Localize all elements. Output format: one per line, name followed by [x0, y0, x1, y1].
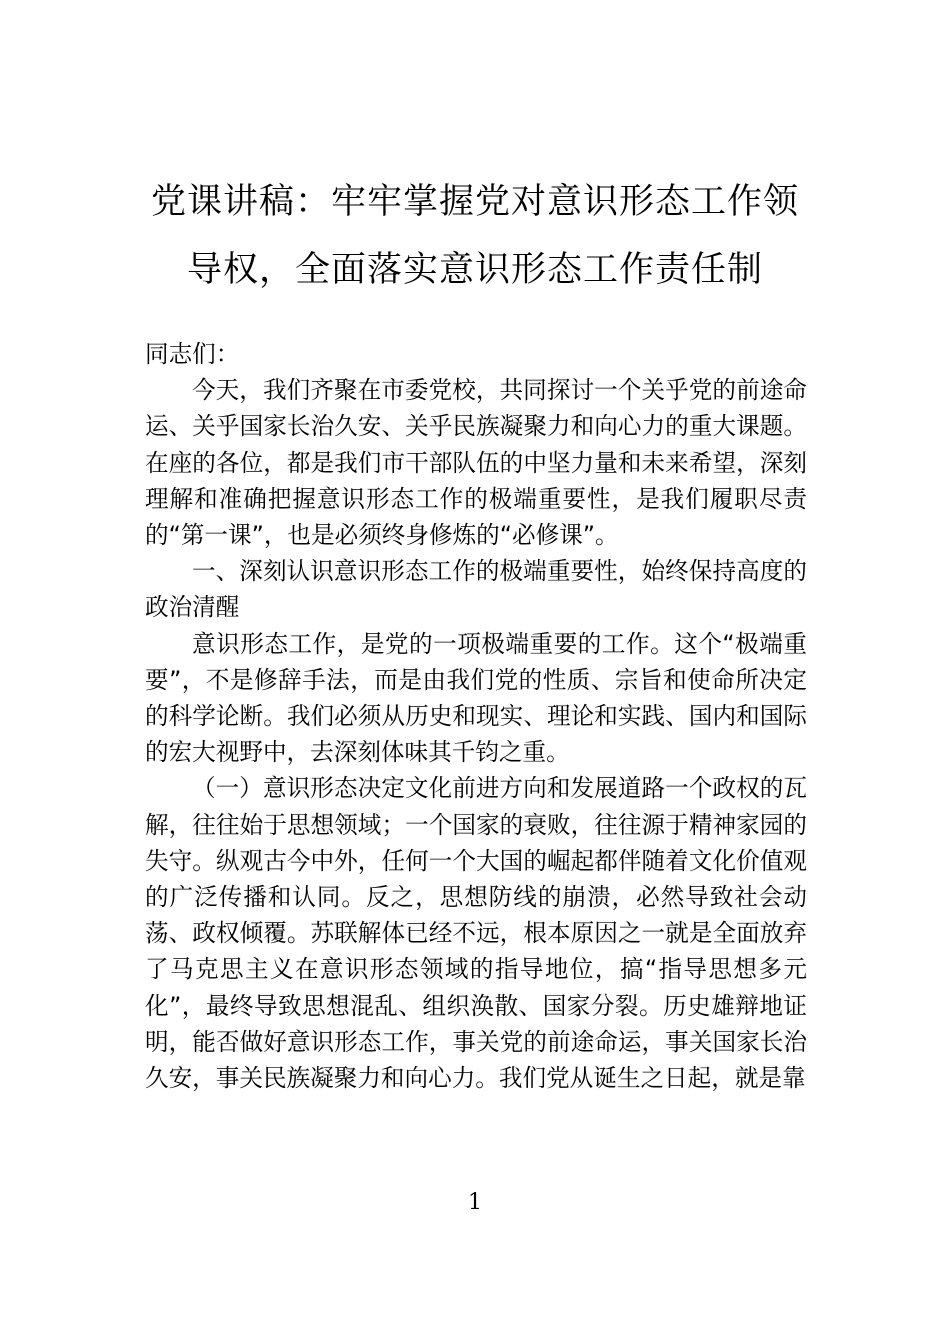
document-body	[145, 336, 807, 1096]
salutation: 同志们：	[145, 340, 240, 368]
paragraph-subsection-1: （一）意识形态决定文化前进方向和发展道路一个政权的瓦解，往往始于思想领域；一个国家的衰败，往往源于精神家园的失守。纵观古今中外，任何一个大国的崛起都伴随着文化价值观的广泛传播和认同。反之，思想防线的崩溃，必然导致社会动荡、政权倾覆。苏联解体已经不远，根本原因之一就是全面放弃了马克思主义在意识形态领域的指导地位，搞“指导思想多元化”，最终导致思想混乱、组织涣散、国家分裂。历史雄辩地证明，能否做好意识形态工作，事关党的前途命运，事关国家长治久安，事关民族凝聚力和向心力。我们党从诞生之日起，就是靠	[145, 774, 807, 1093]
title-line-1: 党课讲稿：牢牢掌握党对意识形态工作领	[150, 182, 799, 222]
title-line-2: 导权，全面落实意识形态工作责任制	[186, 250, 763, 290]
page-number: 1	[468, 1190, 482, 1215]
paragraph-importance: 意识形态工作，是党的一项极端重要的工作。这个“极端重要”，不是修辞手法，而是由我们党的性质、宗旨和使命所决定的科学论断。我们必须从历史和现实、理论和实践、国内和国际的宏大视野中，去深刻体味其千钧之重。	[145, 629, 807, 767]
section-heading-1: 一、深刻认识意识形态工作的极端重要性，始终保持高度的政治清醒	[145, 557, 807, 622]
paragraph-intro: 今天，我们齐聚在市委党校，共同探讨一个关乎党的前途命运、关乎国家长治久安、关乎民族凝聚力和向心力的重大课题。在座的各位，都是我们市干部队伍的中坚力量和未来希望，深刻理解和准确把握意识形态工作的极端重要性，是我们履职尽责的“第一课”，也是必须终身修炼的“必修课”。	[145, 376, 807, 550]
document-title	[145, 168, 805, 304]
